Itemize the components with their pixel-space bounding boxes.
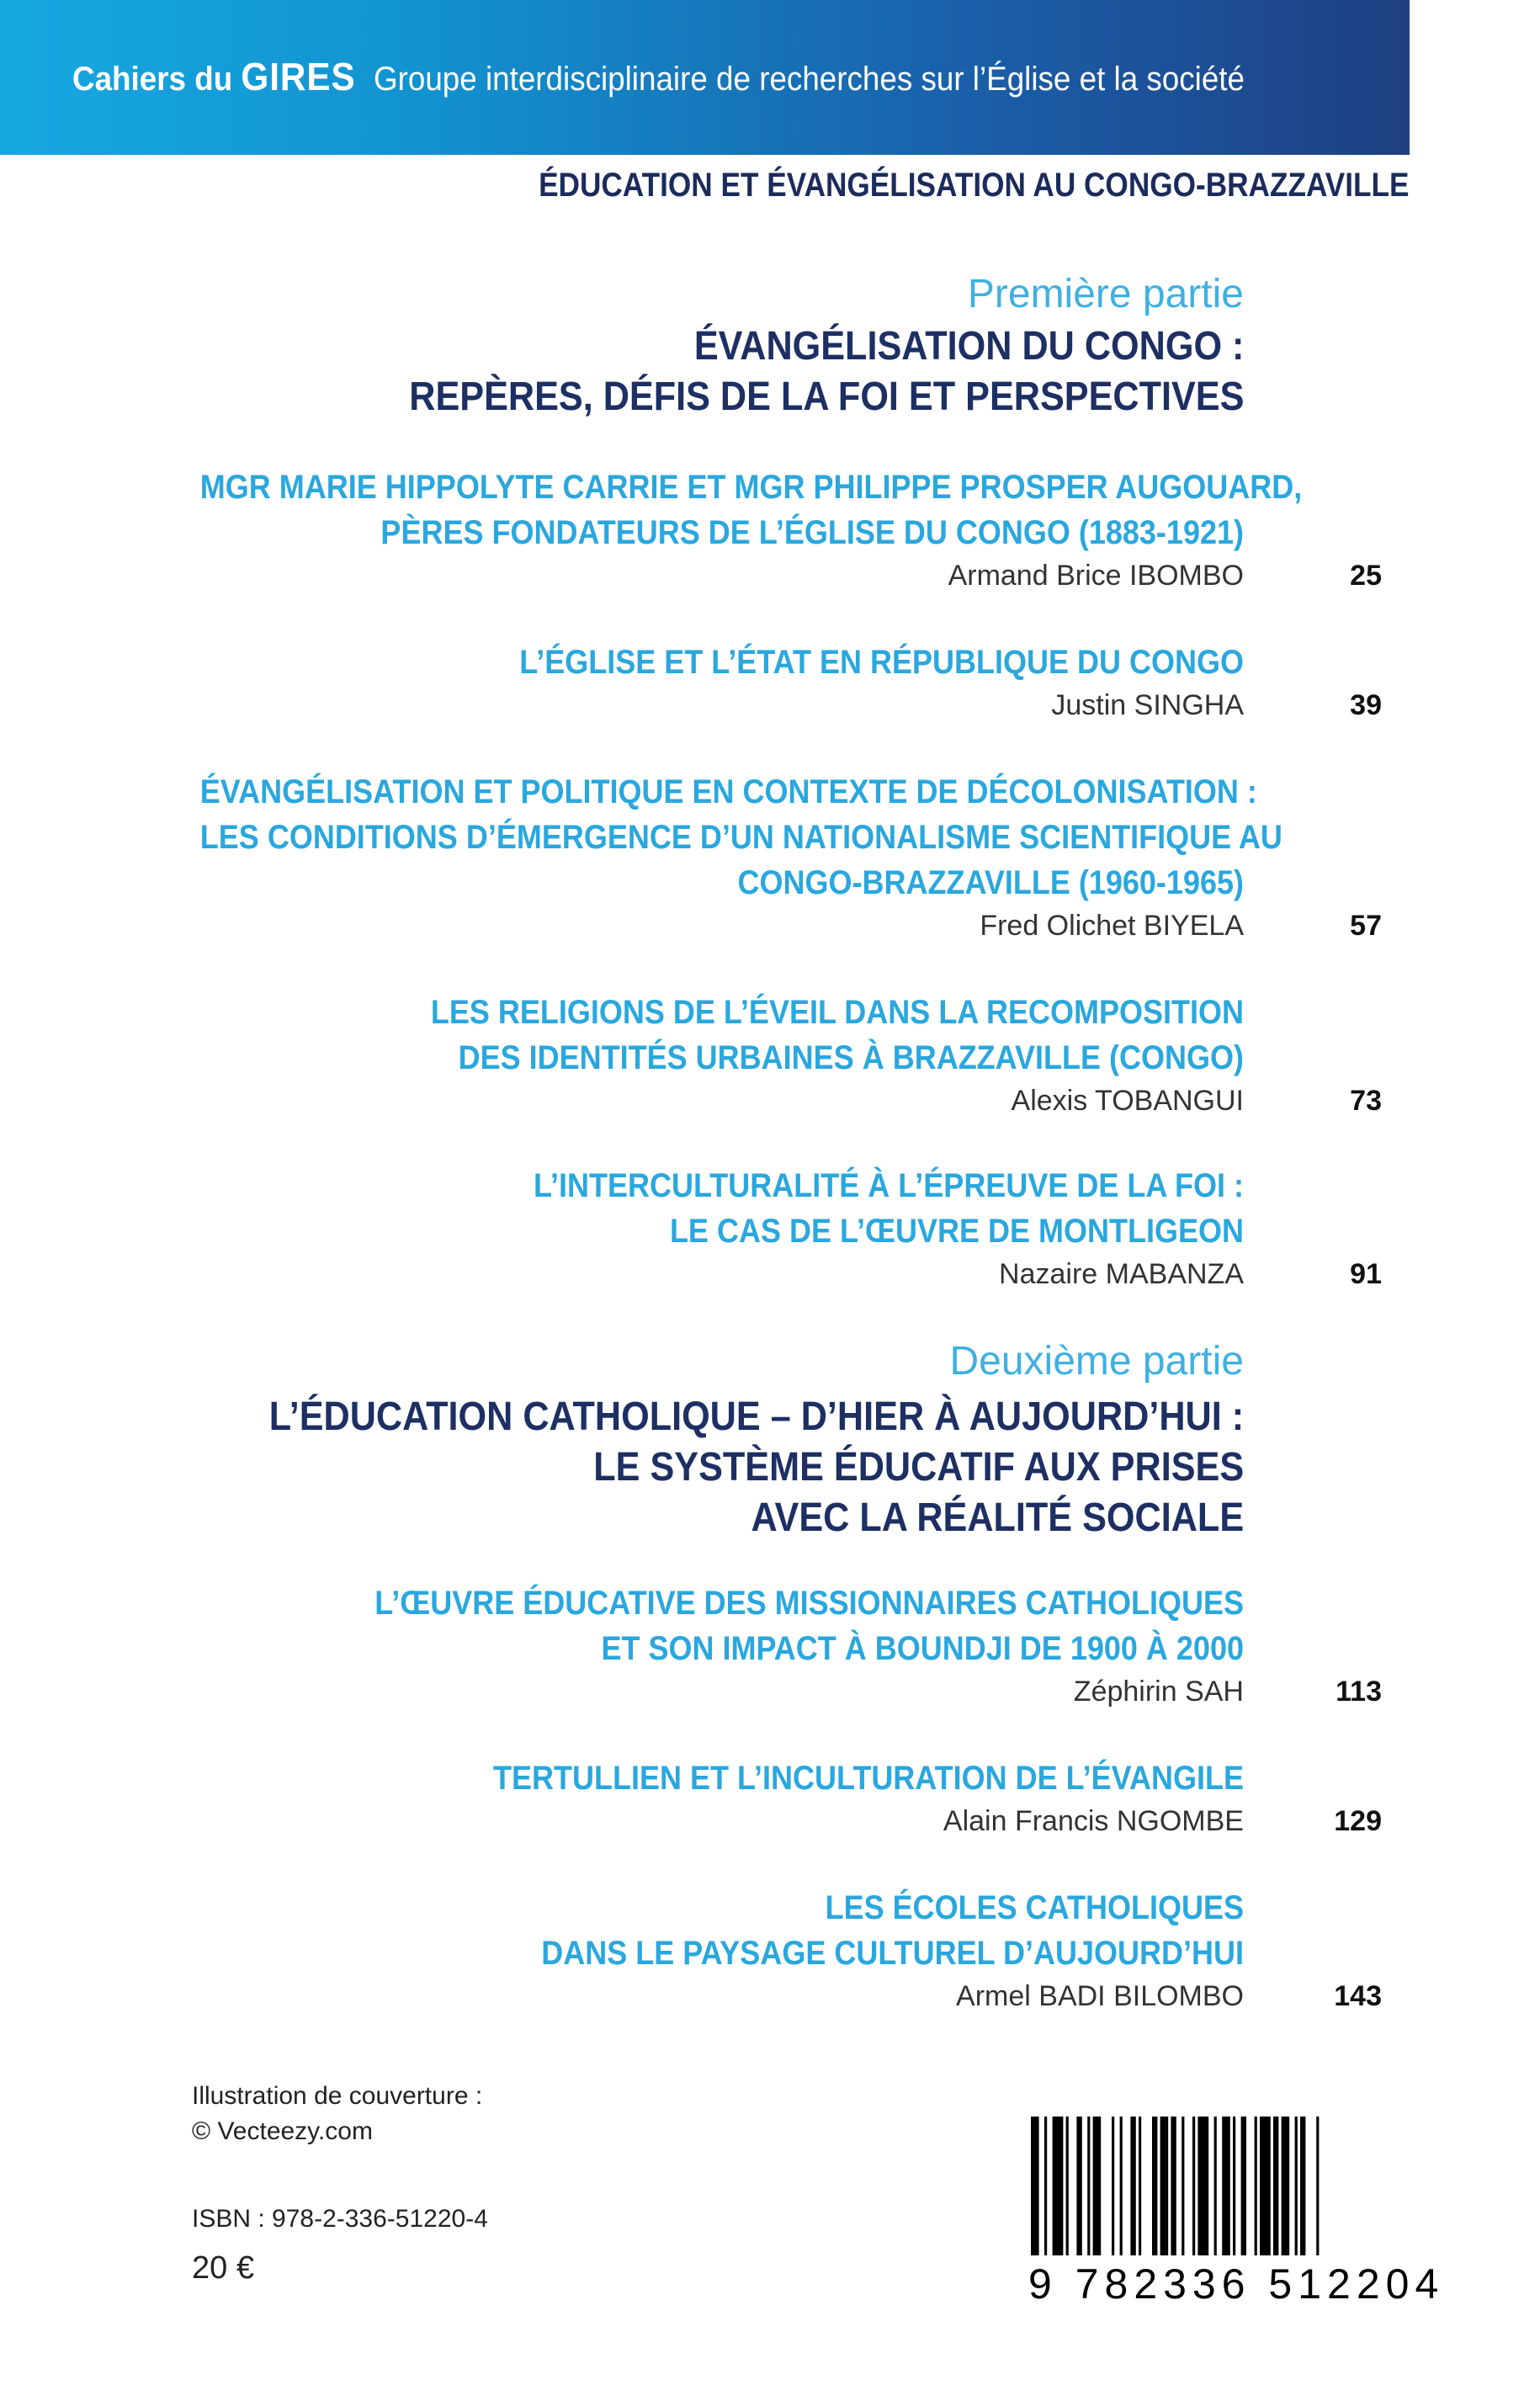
barcode-bar xyxy=(1233,2117,1235,2255)
article-title-line: LES RELIGIONS DE L’ÉVEIL DANS LA RECOMPOSITION xyxy=(430,994,1244,1031)
barcode-bar xyxy=(1300,2117,1305,2255)
price-text: 20 € xyxy=(192,2250,254,2286)
article-title-line: LE CAS DE L’ŒUVRE DE MONTLIGEON xyxy=(669,1213,1244,1250)
article-title xyxy=(200,1885,1244,1976)
barcode-bar xyxy=(1044,2117,1047,2255)
page-number: 143 xyxy=(1334,1980,1382,2012)
article-title xyxy=(200,1163,1244,1254)
page-number: 91 xyxy=(1350,1258,1382,1290)
cover-credits xyxy=(192,2079,482,2149)
author-row xyxy=(84,1671,1382,1712)
toc-entry[interactable] xyxy=(84,465,1382,596)
page-number: 25 xyxy=(1350,560,1382,592)
article-title xyxy=(199,769,1282,906)
article-title-line: ÉVANGÉLISATION ET POLITIQUE EN CONTEXTE DE DÉCOLONISATION : xyxy=(199,773,1257,810)
series-subtitle: Groupe interdisciplinaire de recherches sur l’Église et la société xyxy=(373,61,1245,98)
article-author: Fred Olichet BIYELA xyxy=(980,910,1244,942)
barcode-bar xyxy=(1316,2117,1319,2255)
article-author: Armand Brice IBOMBO xyxy=(948,560,1244,592)
part-heading xyxy=(409,321,1244,422)
page-number: 57 xyxy=(1350,910,1382,942)
barcode-bar xyxy=(1182,2117,1184,2255)
article-title-line: L’ŒUVRE ÉDUCATIVE DES MISSIONNAIRES CATHOLIQUES xyxy=(374,1585,1244,1622)
barcode-bar xyxy=(1260,2117,1271,2255)
toc-entry[interactable] xyxy=(84,640,1382,725)
barcode-bar xyxy=(1222,2117,1230,2255)
author-row xyxy=(84,1081,1382,1121)
article-title-line: DES IDENTITÉS URBAINES À BRAZZAVILLE (CONGO) xyxy=(458,1039,1244,1076)
barcode-bar xyxy=(1139,2117,1141,2255)
part-heading-line: AVEC LA RÉALITÉ SOCIALE xyxy=(751,1495,1244,1540)
article-title xyxy=(200,640,1244,685)
barcode-bar xyxy=(1112,2117,1114,2255)
article-author: Zéphirin SAH xyxy=(1073,1676,1244,1708)
author-row xyxy=(84,555,1382,596)
book-title: ÉDUCATION ET ÉVANGÉLISATION AU CONGO-BRAZZAVILLE xyxy=(539,167,1410,204)
series-prefix: Cahiers du xyxy=(72,61,233,98)
page-number: 113 xyxy=(1336,1676,1382,1708)
part-heading-line: ÉVANGÉLISATION DU CONGO : xyxy=(693,324,1244,369)
article-author: Nazaire MABANZA xyxy=(999,1258,1244,1290)
toc-entry[interactable] xyxy=(84,1756,1382,1841)
article-title xyxy=(200,990,1244,1081)
article-title-line: PÈRES FONDATEURS DE L’ÉGLISE DU CONGO (1883-1921) xyxy=(380,514,1244,551)
barcode-bar xyxy=(1152,2117,1157,2255)
isbn-text: ISBN : 978-2-336-51220-4 xyxy=(192,2205,488,2233)
article-title-line: MGR MARIE HIPPOLYTE CARRIE ET MGR PHILIPPE PROSPER AUGOUARD, xyxy=(199,469,1303,506)
toc-entry[interactable] xyxy=(84,990,1382,1121)
part-heading-line: LE SYSTÈME ÉDUCATIF AUX PRISES xyxy=(593,1445,1244,1490)
barcode-bar xyxy=(1087,2117,1090,2255)
author-row xyxy=(84,1254,1382,1294)
author-row xyxy=(84,1801,1382,1841)
article-title xyxy=(200,1580,1244,1671)
barcode-bar xyxy=(1255,2117,1257,2255)
toc-entry[interactable] xyxy=(84,1885,1382,2016)
toc-entry[interactable] xyxy=(84,769,1382,946)
barcode-bars xyxy=(1031,2117,1372,2255)
article-author: Justin SINGHA xyxy=(1051,689,1244,721)
article-author: Armel BADI BILOMBO xyxy=(956,1980,1244,2012)
barcode-bar xyxy=(1282,2117,1290,2255)
barcode-bar xyxy=(1241,2117,1246,2255)
series-header-text xyxy=(72,54,1245,99)
article-title-line: ET SON IMPACT À BOUNDJI DE 1900 À 2000 xyxy=(601,1630,1244,1667)
author-row xyxy=(84,685,1382,725)
barcode-bar xyxy=(1031,2117,1039,2255)
series-acronym: GIRES xyxy=(241,55,356,98)
barcode-bar xyxy=(1130,2117,1135,2255)
part-label: Première partie xyxy=(967,272,1244,316)
article-title-line: CONGO-BRAZZAVILLE (1960-1965) xyxy=(737,864,1244,901)
barcode-bar xyxy=(1160,2117,1169,2255)
barcode-digits: 9 782336 512204 xyxy=(1028,2260,1445,2308)
page-number: 39 xyxy=(1350,689,1382,721)
article-title xyxy=(199,465,1303,555)
article-title-line: L’INTERCULTURALITÉ À L’ÉPREUVE DE LA FOI : xyxy=(533,1167,1244,1204)
part-heading xyxy=(269,1392,1244,1543)
barcode-bar xyxy=(1066,2117,1069,2255)
article-title-line: LES ÉCOLES CATHOLIQUES xyxy=(825,1889,1244,1926)
barcode-bar xyxy=(1053,2117,1064,2255)
barcode-bar xyxy=(1093,2117,1102,2255)
barcode-bar xyxy=(1171,2117,1176,2255)
barcode-bar xyxy=(1214,2117,1217,2255)
page-number: 129 xyxy=(1334,1805,1382,1837)
toc-entry[interactable] xyxy=(84,1580,1382,1712)
credits-line: © Vecteezy.com xyxy=(192,2117,373,2145)
part-label: Deuxième partie xyxy=(949,1339,1244,1384)
barcode-bar xyxy=(1197,2117,1208,2255)
article-title-line: TERTULLIEN ET L’INCULTURATION DE L’ÉVANGILE xyxy=(493,1760,1244,1797)
article-title-line: LES CONDITIONS D’ÉMERGENCE D’UN NATIONALISME SCIENTIFIQUE AU xyxy=(199,819,1282,856)
article-title-line: L’ÉGLISE ET L’ÉTAT EN RÉPUBLIQUE DU CONGO xyxy=(519,644,1244,681)
credits-line: Illustration de couverture : xyxy=(192,2082,483,2110)
barcode-bar xyxy=(1273,2117,1278,2255)
part-heading-line: L’ÉDUCATION CATHOLIQUE – D’HIER À AUJOURD’HUI : xyxy=(268,1394,1244,1439)
article-author: Alain Francis NGOMBE xyxy=(943,1805,1244,1837)
page-number: 73 xyxy=(1350,1085,1382,1117)
article-author: Alexis TOBANGUI xyxy=(1011,1085,1244,1117)
author-row xyxy=(84,906,1382,946)
article-title-line: DANS LE PAYSAGE CULTUREL D’AUJOURD’HUI xyxy=(541,1935,1244,1972)
barcode-bar xyxy=(1295,2117,1298,2255)
author-row xyxy=(84,1976,1382,2016)
toc-entry[interactable] xyxy=(84,1163,1382,1294)
barcode-bar xyxy=(1192,2117,1195,2255)
part-heading-line: REPÈRES, DÉFIS DE LA FOI ET PERSPECTIVES xyxy=(408,374,1244,419)
barcode-bar xyxy=(1076,2117,1081,2255)
article-title xyxy=(200,1756,1244,1801)
barcode-bar xyxy=(1120,2117,1123,2255)
series-header-band xyxy=(0,0,1410,155)
